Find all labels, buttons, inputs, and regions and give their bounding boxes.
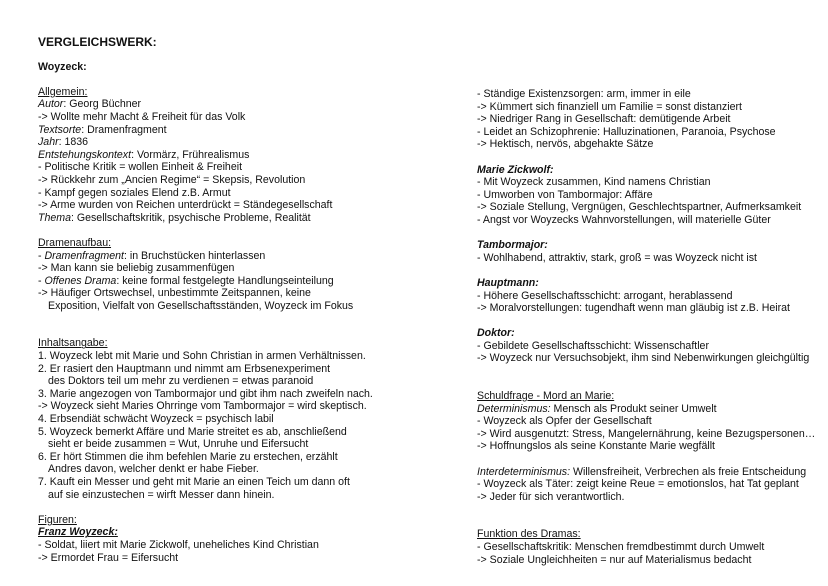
- text-line: -> Kümmert sich finanziell um Familie = sonst distanziert: [477, 100, 742, 113]
- text-line: -> Hoffnungslos als seine Konstante Marie wegfällt: [477, 440, 716, 453]
- info-textsorte: Textsorte: Dramenfragment: [38, 123, 167, 136]
- text-line: -> Häufiger Ortswechsel, unbestimmte Zeitspannen, keine: [38, 287, 311, 300]
- text-line: - Woyzeck als Täter: zeigt keine Reue = emotionslos, hat Tat geplant: [477, 478, 799, 491]
- summary-line: Andres davon, welcher denkt er habe Fieber.: [48, 463, 259, 476]
- info-line: - Politische Kritik = wollen Einheit & Freiheit: [38, 161, 243, 174]
- section-inhaltsangabe: [38, 337, 418, 501]
- summary-line: 3. Marie angezogen von Tambormajor und gibt ihm nach zweifeln nach.: [38, 387, 373, 400]
- summary-line: 2. Er rasiert den Hauptmann und nimmt am Erbsenexperiment: [38, 362, 331, 375]
- character-name-doktor: Doktor:: [477, 327, 515, 340]
- summary-line: des Doktors teil um mehr zu verdienen = etwas paranoid: [48, 375, 314, 388]
- text-line: - Mit Woyzeck zusammen, Kind namens Christian: [477, 176, 711, 189]
- text-line: - Woyzeck als Opfer der Gesellschaft: [477, 415, 652, 428]
- text-line: -> Soziale Ungleichheiten = nur auf Materialismus bedacht: [477, 553, 752, 566]
- right-column: [477, 88, 823, 566]
- character-name-tambormajor: Tambormajor:: [477, 239, 548, 252]
- text-line: Interdeterminismus: Willensfreiheit, Verbrechen als freie Entscheidung: [477, 465, 807, 478]
- summary-line: -> Woyzeck sieht Maries Ohrringe vom Tambormajor = wird skeptisch.: [38, 400, 367, 413]
- text-line: -> Jeder für sich verantwortlich.: [477, 490, 625, 503]
- info-autor: Autor: Georg Büchner: [38, 98, 142, 111]
- summary-list: [38, 350, 418, 501]
- info-jahr: Jahr: 1836: [38, 136, 89, 149]
- text-line: Determinismus: Mensch als Produkt seiner Umwelt: [477, 402, 717, 415]
- text-line: -> Ermordet Frau = Eifersucht: [38, 551, 179, 564]
- info-line: - Kampf gegen soziales Elend z.B. Armut: [38, 186, 231, 199]
- left-column: [38, 36, 418, 564]
- text-line: - Ständige Existenzsorgen: arm, immer in eile: [477, 88, 691, 100]
- text-line: - Höhere Gesellschaftsschicht: arrogant, herablassend: [477, 289, 733, 302]
- text-line: - Gebildete Gesellschaftsschicht: Wissenschaftler: [477, 339, 709, 352]
- info-line: -> Arme wurden von Reichen unterdrückt = Ständegesellschaft: [38, 199, 333, 212]
- text-line: -> Wird ausgenutzt: Stress, Mangelernährung, keine Bezugspersonen…: [477, 427, 816, 440]
- text-line: - Soldat, liiert mit Marie Zickwolf, uneheliches Kind Christian: [38, 538, 319, 551]
- section-heading: Figuren:: [38, 513, 77, 526]
- info-thema: Thema: Gesellschaftskritik, psychische Probleme, Realität: [38, 211, 311, 224]
- section-heading: Funktion des Dramas:: [477, 528, 581, 541]
- text-line: -> Man kann sie beliebig zusammenfügen: [38, 262, 235, 275]
- character-name-marie: Marie Zickwolf:: [477, 163, 554, 176]
- summary-line: 7. Kauft ein Messer und geht mit Marie an einen Teich um dann oft: [38, 476, 350, 488]
- page-title: VERGLEICHSWERK:: [38, 35, 157, 49]
- summary-line: 1. Woyzeck lebt mit Marie und Sohn Christian in armen Verhältnissen.: [38, 350, 366, 363]
- section-schuldfrage: [477, 390, 823, 503]
- summary-line: sieht er beide zusammen = Wut, Unruhe und Eifersucht: [48, 438, 309, 451]
- text-line: -> Soziale Stellung, Vergnügen, Geschlechtspartner, Aufmerksamkeit: [477, 201, 802, 214]
- summary-line: 4. Erbsendiät schwächt Woyzeck = psychisch labil: [38, 413, 274, 426]
- text-line: -> Moralvorstellungen: tugendhaft wenn man gläubig ist z.B. Heirat: [477, 302, 790, 315]
- summary-line: 5. Woyzeck bemerkt Affäre und Marie streitet es ab, anschließend: [38, 425, 347, 438]
- section-dramenaufbau: [38, 237, 418, 313]
- section-heading: Inhaltsangabe:: [38, 337, 108, 350]
- summary-line: auf sie einzustechen = wirft Messer dann hinein.: [48, 488, 275, 501]
- text-line: - Dramenfragment: in Bruchstücken hinterlassen: [38, 249, 266, 262]
- text-line: -> Hektisch, nervös, abgehakte Sätze: [477, 138, 654, 151]
- summary-line: 6. Er hört Stimmen die ihm befehlen Marie zu erstechen, erzählt: [38, 450, 338, 463]
- text-line: - Leidet an Schizophrenie: Halluzinationen, Paranoia, Psychose: [477, 125, 776, 138]
- text-line: - Gesellschaftskritik: Menschen fremdbestimmt durch Umwelt: [477, 541, 765, 553]
- section-heading: Dramenaufbau:: [38, 236, 112, 249]
- info-kontext: Entstehungskontext: Vormärz, Frührealismus: [38, 148, 250, 161]
- text-line: -> Niedriger Rang in Gesellschaft: demütigende Arbeit: [477, 113, 731, 126]
- text-line: - Angst vor Woyzecks Wahnvorstellungen, will materielle Güter: [477, 213, 771, 226]
- text-line: Exposition, Vielfalt von Gesellschaftsständen, Woyzeck im Fokus: [48, 299, 354, 312]
- text-line: - Wohlhabend, attraktiv, stark, groß = was Woyzeck nicht ist: [477, 251, 757, 264]
- info-line: -> Rückkehr zum „Ancien Regime“ = Skepsis, Revolution: [38, 173, 306, 186]
- section-heading: Allgemein:: [38, 85, 88, 98]
- info-line: -> Wollte mehr Macht & Freiheit für das Volk: [38, 110, 246, 123]
- text-line: -> Woyzeck nur Versuchsobjekt, ihm sind Nebenwirkungen gleichgültig: [477, 352, 810, 365]
- work-title: Woyzeck:: [38, 60, 87, 73]
- character-name-hauptmann: Hauptmann:: [477, 276, 539, 289]
- section-allgemein: [38, 86, 418, 225]
- section-funktion: [477, 528, 823, 566]
- text-line: - Umworben von Tambormajor: Affäre: [477, 188, 653, 201]
- text-line: - Offenes Drama: keine formal festgelegte Handlungseinteilung: [38, 274, 334, 287]
- character-name-franz: Franz Woyzeck:: [38, 526, 118, 539]
- section-heading: Schuldfrage - Mord an Marie:: [477, 390, 615, 403]
- section-figuren: [38, 514, 418, 564]
